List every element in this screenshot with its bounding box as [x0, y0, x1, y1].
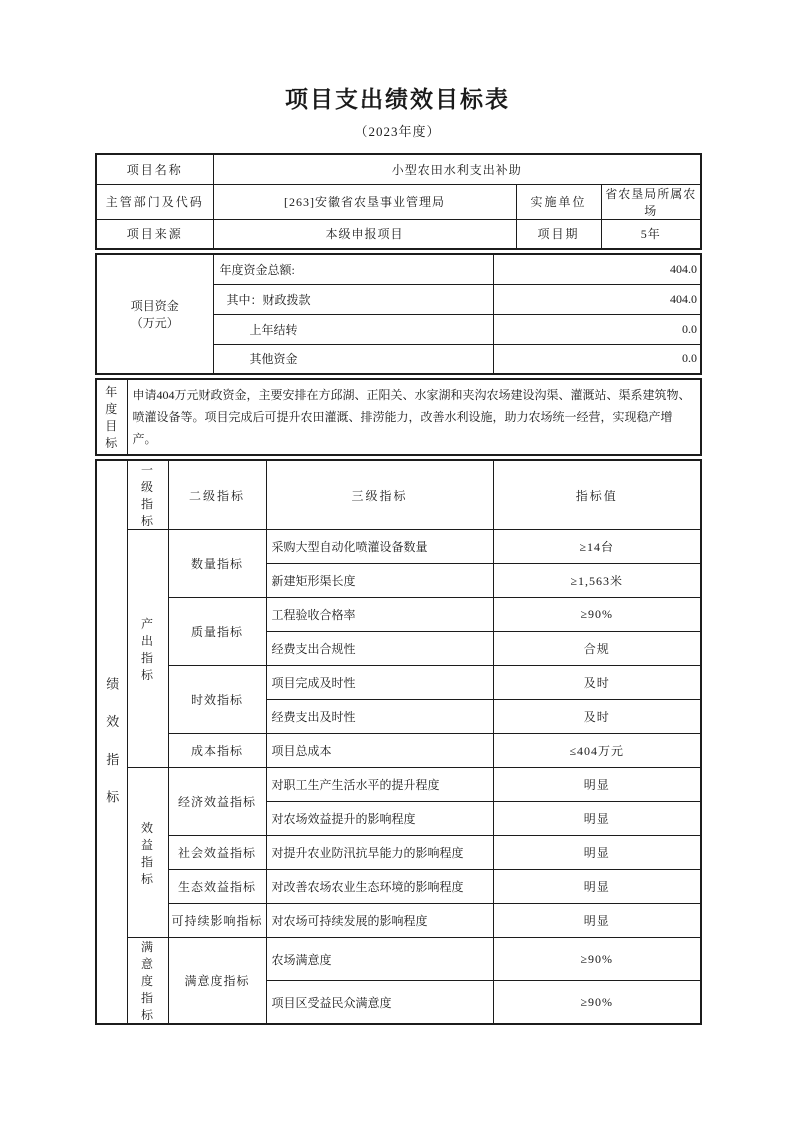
indicator-value: ≥1,563米 — [493, 564, 701, 598]
period-label: 项目期 — [516, 219, 601, 249]
funds-row-label: 其他资金 — [213, 344, 493, 374]
table-row — [96, 154, 701, 184]
table-row — [96, 530, 701, 564]
indicator-value: 明显 — [493, 768, 701, 802]
subgroup-label: 时效指标 — [168, 666, 266, 734]
indicator-name: 项目总成本 — [266, 734, 493, 768]
indicator-value: ≥90% — [493, 598, 701, 632]
indicator-name: 对农场可持续发展的影响程度 — [266, 904, 493, 938]
indicator-name: 对农场效益提升的影响程度 — [266, 802, 493, 836]
indicator-name: 新建矩形渠长度 — [266, 564, 493, 598]
table-row — [96, 666, 701, 700]
table-row — [96, 598, 701, 632]
funds-row-value: 404.0 — [493, 254, 701, 284]
source-label: 项目来源 — [96, 219, 213, 249]
indicator-name: 经费支出及时性 — [266, 700, 493, 734]
group-label-output: 产出指标 — [127, 530, 168, 768]
indicator-value: ≤404万元 — [493, 734, 701, 768]
indicator-value: 及时 — [493, 666, 701, 700]
subgroup-label: 生态效益指标 — [168, 870, 266, 904]
indicator-name: 经费支出合规性 — [266, 632, 493, 666]
indicators-header-row — [96, 460, 701, 530]
goal-text: 申请404万元财政资金，主要安排在方邱湖、正阳关、水家湖和夹沟农场建设沟渠、灌溉站、渠系建筑物、喷灌设备等。项目完成后可提升农田灌溉、排涝能力，改善水利设施，助力农场统一经营，实现稳产增产。 — [127, 379, 701, 455]
header-value: 指标值 — [493, 460, 701, 530]
indicator-name: 对职工生产生活水平的提升程度 — [266, 768, 493, 802]
table-row — [96, 768, 701, 802]
dept-value: [263]安徽省农垦事业管理局 — [213, 184, 516, 219]
project-name-value: 小型农田水利支出补助 — [213, 154, 701, 184]
dept-label: 主管部门及代码 — [96, 184, 213, 219]
table-row — [96, 938, 701, 981]
header-level3: 三级指标 — [266, 460, 493, 530]
funds-row-value: 0.0 — [493, 344, 701, 374]
group-label-satisfaction: 满意度指标 — [127, 938, 168, 1025]
subgroup-label: 可持续影响指标 — [168, 904, 266, 938]
header-level1: 一级指标 — [127, 460, 168, 530]
funds-table — [95, 253, 702, 375]
indicators-side-label: 绩效指标 — [96, 460, 127, 1024]
indicator-name: 对改善农场农业生态环境的影响程度 — [266, 870, 493, 904]
funds-row-label: 其中：财政拨款 — [213, 284, 493, 314]
indicators-table — [95, 459, 702, 1025]
subgroup-label: 社会效益指标 — [168, 836, 266, 870]
subgroup-label: 数量指标 — [168, 530, 266, 598]
indicator-value: 及时 — [493, 700, 701, 734]
indicator-value: 合规 — [493, 632, 701, 666]
indicator-value: 明显 — [493, 870, 701, 904]
subgroup-label: 经济效益指标 — [168, 768, 266, 836]
indicator-name: 工程验收合格率 — [266, 598, 493, 632]
table-row — [96, 254, 701, 284]
table-row — [96, 836, 701, 870]
table-row — [96, 870, 701, 904]
page-title: 项目支出绩效目标表 — [285, 86, 510, 112]
basic-info-table — [95, 153, 702, 250]
indicator-name: 项目区受益民众满意度 — [266, 981, 493, 1024]
table-row — [96, 184, 701, 219]
funds-row-label: 年度资金总额: — [213, 254, 493, 284]
indicator-value: 明显 — [493, 802, 701, 836]
impl-unit-label: 实施单位 — [516, 184, 601, 219]
document-body — [95, 86, 700, 1025]
funds-row-label: 上年结转 — [213, 314, 493, 344]
funds-row-value: 404.0 — [493, 284, 701, 314]
funds-row-value: 0.0 — [493, 314, 701, 344]
table-row — [96, 904, 701, 938]
indicator-value: ≥14台 — [493, 530, 701, 564]
indicator-value: 明显 — [493, 836, 701, 870]
funds-label: 项目资金（万元） — [96, 254, 213, 374]
indicator-name: 农场满意度 — [266, 938, 493, 981]
table-row — [96, 219, 701, 249]
subgroup-label: 满意度指标 — [168, 938, 266, 1025]
subgroup-label: 成本指标 — [168, 734, 266, 768]
page-subtitle: （2023年度） — [354, 124, 441, 139]
project-name-label: 项目名称 — [96, 154, 213, 184]
subgroup-label: 质量指标 — [168, 598, 266, 666]
goal-label: 年度目标 — [96, 379, 127, 455]
indicator-value: ≥90% — [493, 938, 701, 981]
indicator-name: 对提升农业防汛抗旱能力的影响程度 — [266, 836, 493, 870]
annual-goal-table — [95, 378, 702, 456]
source-value: 本级申报项目 — [213, 219, 516, 249]
indicator-name: 项目完成及时性 — [266, 666, 493, 700]
indicator-value: 明显 — [493, 904, 701, 938]
group-label-benefit: 效益指标 — [127, 768, 168, 938]
indicator-name: 采购大型自动化喷灌设备数量 — [266, 530, 493, 564]
period-value: 5年 — [601, 219, 701, 249]
table-row — [96, 734, 701, 768]
table-row — [96, 379, 701, 455]
indicator-value: ≥90% — [493, 981, 701, 1024]
header-level2: 二级指标 — [168, 460, 266, 530]
impl-unit-value: 省农垦局所属农场 — [601, 184, 701, 219]
